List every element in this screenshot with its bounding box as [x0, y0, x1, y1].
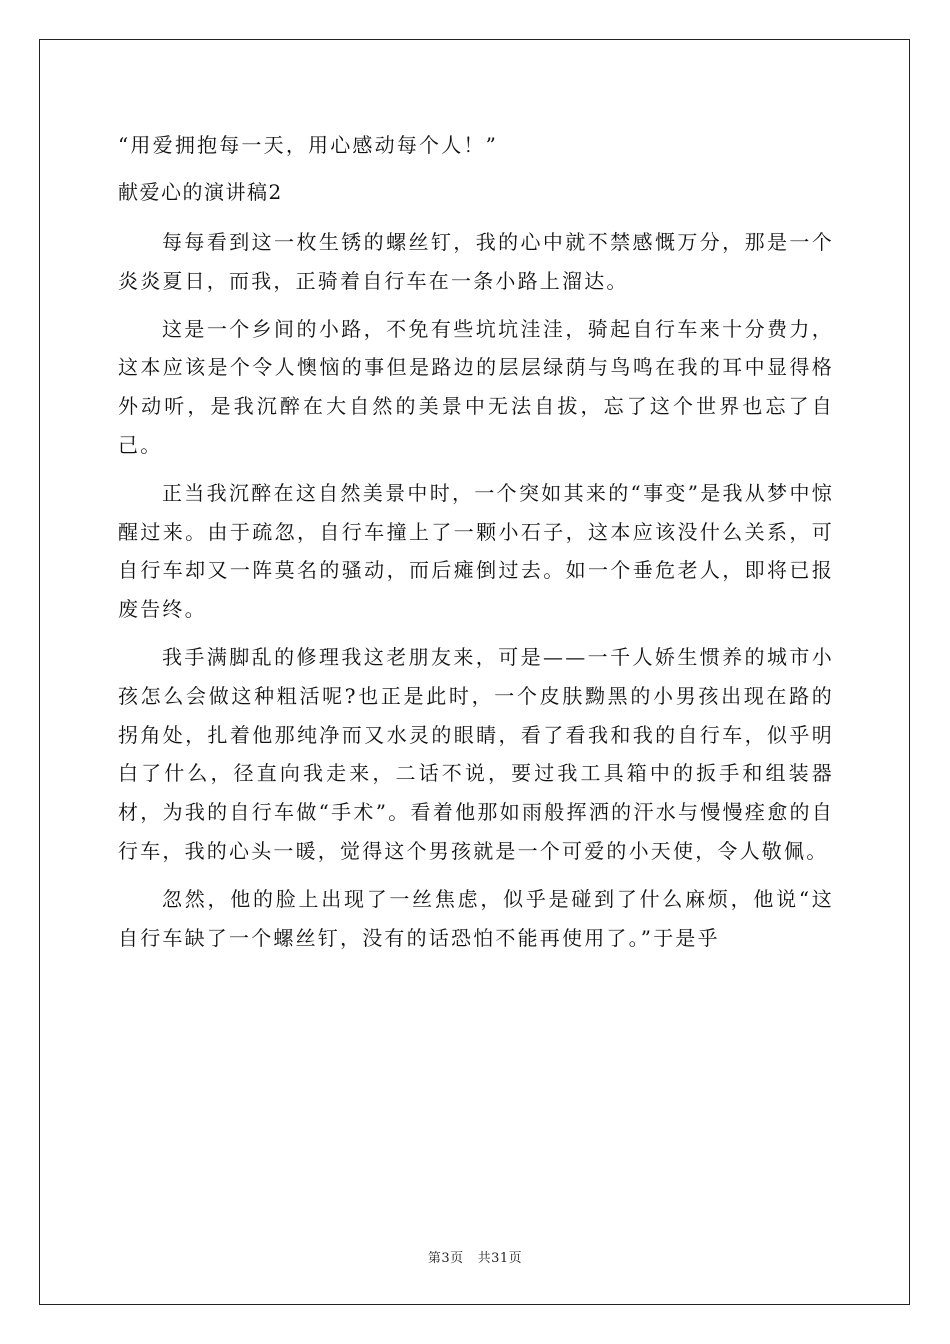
closing-quote: “用爱拥抱每一天，用心感动每个人！” [118, 133, 499, 157]
page-number: 第3页 [427, 1251, 464, 1266]
document-body [118, 126, 834, 966]
paragraph-2: 这是一个乡间的小路，不免有些坑坑洼洼，骑起自行车来十分费力，这本应该是个令人懊恼的事但是路边的层层绿荫与鸟鸣在我的耳中显得格外动听，是我沉醉在大自然的美景中无法自拔，忘了这个世界也忘了自己。 [118, 316, 834, 457]
page-footer [0, 1247, 950, 1266]
paragraph-1: 每每看到这一枚生锈的螺丝钉，我的心中就不禁感慨万分，那是一个炎炎夏日，而我，正骑着自行车在一条小路上溜达。 [118, 230, 834, 293]
paragraph-3: 正当我沉醉在这自然美景中时，一个突如其来的“事变”是我从梦中惊醒过来。由于疏忽，自行车撞上了一颗小石子，这本应该没什么关系，可自行车却又一阵莫名的骚动，而后瘫倒过去。如一个垂危老人，即将已报废告终。 [118, 480, 834, 622]
speech-title: 献爱心的演讲稿2 [118, 180, 283, 204]
paragraph-5: 忽然，他的脸上出现了一丝焦虑，似乎是碰到了什么麻烦，他说“这自行车缺了一个螺丝钉，没有的话恐怕不能再使用了。”于是乎 [118, 886, 834, 950]
page-total: 共31页 [477, 1251, 523, 1266]
paragraph-4: 我手满脚乱的修理我这老朋友来，可是——一千人娇生惯养的城市小孩怎么会做这种粗活呢?也正是此时，一个皮肤黝黑的小男孩出现在路的拐角处，扎着他那纯净而又水灵的眼睛，看了看我和我的自行车，似乎明白了什么，径直向我走来，二话不说，要过我工具箱中的扳手和组装器材，为我的自行车做“手术”。看着他那如雨般挥洒的汗水与慢慢痊愈的自行车，我的心头一暖，觉得这个男孩就是一个可爱的小天使，令人敬佩。 [118, 644, 834, 863]
